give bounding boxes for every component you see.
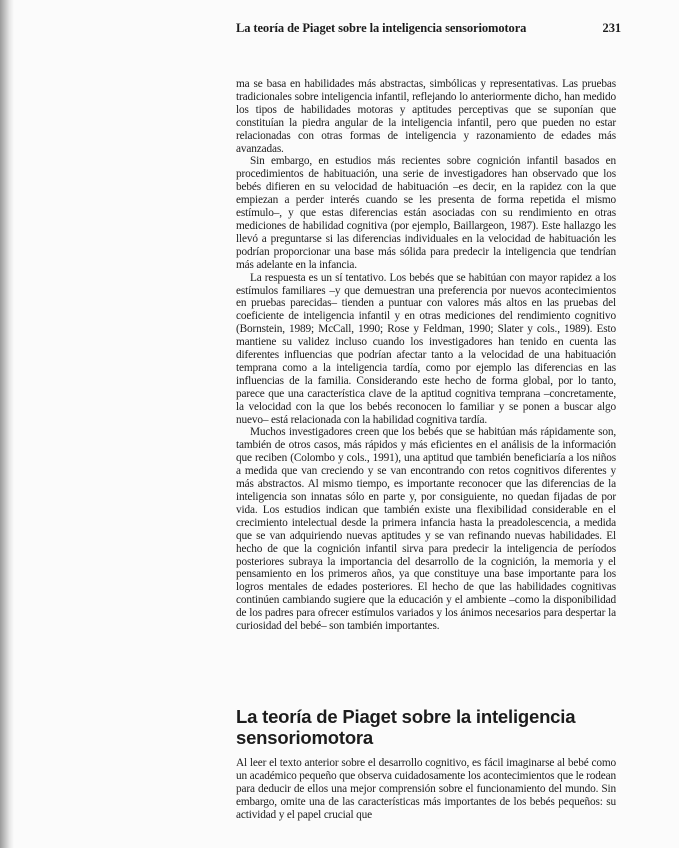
section-heading: La teoría de Piaget sobre la inteligencia sensoriomotora [236,706,576,748]
paragraph-2: Sin embargo, en estudios más recientes sobre cognición infantil basados en procedimientos de habituación, una serie de investigadores han observado que los bebés difieren en su velocidad de habituación –es decir, en la rapidez con la que empiezan a perder interés cuando se les presenta de forma repetida el mismo estímulo–, y que estas diferencias están asociadas con su rendimiento en otras mediciones de habilidad cognitiva (por ejemplo, Baillargeon, 1987). Este hallazgo les llevó a preguntarse si las diferencias individuales en la velocidad de habituación les podrían proporcionar una base más sólida para predecir la inteligencia que tendrían más adelante en la infancia. [236,155,616,271]
page-number: 231 [602,21,621,35]
running-title: La teoría de Piaget sobre la inteligencia sensoriomotora [236,21,527,35]
body-text [236,78,616,633]
binding-shadow [0,0,14,848]
paragraph-3: La respuesta es un sí tentativo. Los bebés que se habitúan con mayor rapidez a los estímulos familiares –y que demuestran una preferencia por nuevos acontecimientos en pruebas parecidas– tienden a puntuar con valores más altos en las pruebas del coeficiente de inteligencia infantil y en otras mediciones del rendimiento cognitivo (Bornstein, 1989; McCall, 1990; Rose y Feldman, 1990; Slater y cols., 1989). Esto mantiene su validez incluso cuando los investigadores han tenido en cuenta las diferentes influencias que podrían afectar tanto a la velocidad de una habituación temprana como a la inteligencia tardía, como por ejemplo las diferencias en las influencias de la familia. Considerando este hecho de forma global, por lo tanto, parece que una característica clave de la aptitud cognitiva temprana –concretamente, la velocidad con la que los bebés reconocen lo familiar y se ponen a buscar algo nuevo– está relacionada con la habilidad cognitiva tardía. [236,271,616,426]
section-paragraph: Al leer el texto anterior sobre el desarrollo cognitivo, es fácil imaginarse al bebé como un académico pequeño que observa cuidadosamente los acontecimientos que le rodean para deducir de ellos una mejor comprensión sobre el funcionamiento del mundo. Sin embargo, omite una de las características más importantes de los bebés pequeños: su actividad y el papel crucial que [236,757,616,822]
paragraph-1: ma se basa en habilidades más abstractas, simbólicas y representativas. Las pruebas tradicionales sobre inteligencia infantil, reflejando lo anteriormente dicho, han medido los tipos de habilidades motoras y aptitudes perceptivas que se suponían que constituían la piedra angular de la inteligencia infantil, pero que pueden no estar relacionadas con otras formas de inteligencia y razonamiento de edades más avanzadas. [236,78,616,155]
running-head [236,21,621,36]
paragraph-4: Muchos investigadores creen que los bebés que se habitúan más rápidamente son, también de otros casos, más rápidos y más eficientes en el análisis de la información que reciben (Colombo y cols., 1991), una aptitud que también beneficiaría a los niños a medida que van creciendo y se van encontrando con retos cognitivos diferentes y más abstractos. Al mismo tiempo, es importante reconocer que las diferencias de la inteligencia son innatas sólo en parte y, por consiguiente, no quedan fijadas de por vida. Los estudios indican que también existe una flexibilidad considerable en el crecimiento intelectual desde la primera infancia hasta la preadolescencia, a medida que se van adquiriendo nuevas aptitudes y se van refinando nuevas habilidades. El hecho de que la cognición infantil sirva para predecir la inteligencia de períodos posteriores subraya la importancia del desarrollo de la cognición, la memoria y el pensamiento en los primeros años, ya que constituye una base importante para los logros mentales de edades posteriores. El hecho de que las habilidades cognitivas continúen cambiando sugiere que la educación y el ambiente –como la disponibilidad de los padres para ofrecer estímulos variados y los ánimos necesarios para despertar la curiosidad del bebé– son también importantes. [236,426,616,633]
